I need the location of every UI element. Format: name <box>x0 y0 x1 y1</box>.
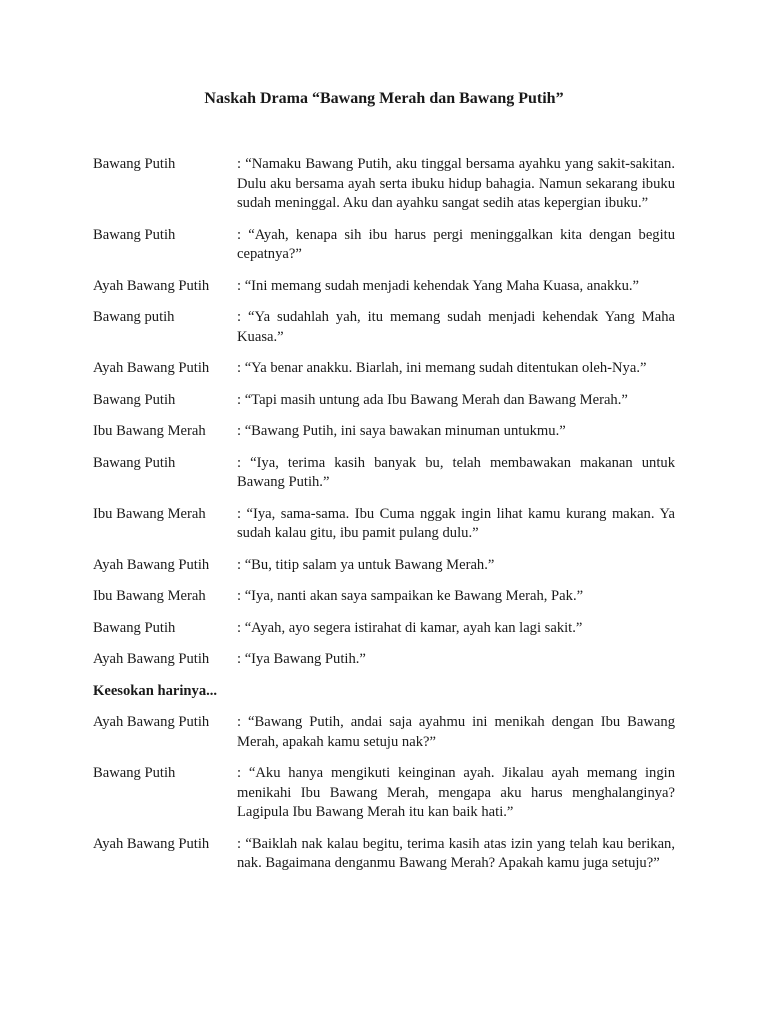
dialogue-line <box>93 277 675 297</box>
dialogue-text: : “Iya, nanti akan saya sampaikan ke Bawang Merah, Pak.” <box>237 588 584 604</box>
dialogue-text: : “Ini memang sudah menjadi kehendak Yang Maha Kuasa, anakku.” <box>237 277 640 294</box>
dialogue-text: : “Ayah, kenapa sih ibu harus pergi meninggalkan kita dengan begitu cepatnya?” <box>237 226 675 262</box>
dialogue-text: : “Baiklah nak kalau begitu, terima kasih atas izin yang telah kau berikan, nak. Bagaimana denganmu Bawang Merah? Apakah kamu juga setuju?” <box>237 835 675 871</box>
dialogue-line <box>93 454 675 493</box>
dialogue-line <box>93 505 675 544</box>
dialogue-line <box>93 308 675 347</box>
dialogue-text: : “Bu, titip salam ya untuk Bawang Merah.” <box>237 556 495 573</box>
speaker-name: Ibu Bawang Merah <box>93 423 206 439</box>
dialogue-text: : “Bawang Putih, ini saya bawakan minuman untukmu.” <box>237 423 566 439</box>
speaker-name: Ayah Bawang Putih <box>93 277 210 294</box>
speaker-name: Bawang Putih <box>93 391 176 408</box>
speaker-name: Ayah Bawang Putih <box>93 835 210 852</box>
speaker-name: Bawang Putih <box>93 454 176 471</box>
dialogue-line <box>93 359 675 379</box>
dialogue-line <box>93 587 675 607</box>
dialogue-text: : “Ayah, ayo segera istirahat di kamar, ayah kan lagi sakit.” <box>237 619 583 636</box>
speaker-name: Ayah Bawang Putih <box>93 360 210 376</box>
speaker-name: Bawang Putih <box>93 226 176 243</box>
dialogue-text: : “Iya Bawang Putih.” <box>237 651 366 667</box>
document-title: Naskah Drama “Bawang Merah dan Bawang Putih” <box>204 90 564 107</box>
dialogue-line <box>93 835 675 874</box>
speaker-name: Ayah Bawang Putih <box>93 651 210 667</box>
speaker-name: Ibu Bawang Merah <box>93 588 206 604</box>
dialogue-line <box>93 713 675 752</box>
dialogue-line <box>93 226 675 265</box>
dialogue-line <box>93 422 675 442</box>
speaker-name: Ayah Bawang Putih <box>93 714 210 730</box>
dialogue-text: : “Bawang Putih, andai saja ayahmu ini menikah dengan Ibu Bawang Merah, apakah kamu setuju nak?” <box>237 714 675 750</box>
dialogue-text: : “Namaku Bawang Putih, aku tinggal bersama ayahku yang sakit-sakitan. Dulu aku bersama ayah serta ibuku hidup bahagia. Namun sekarang ibuku sudah meninggal. Aku dan ayahku sangat sedih atas kepergian ibuku.” <box>237 156 675 211</box>
dialogue-line <box>93 155 675 214</box>
dialogue-text: : “Aku hanya mengikuti keinginan ayah. Jikalau ayah memang ingin menikahi Ibu Bawang Merah, mengapa aku harus menghalanginya? Lagipula Ibu Bawang Merah itu kan baik hati.” <box>237 765 675 820</box>
dialogue-line <box>93 556 675 576</box>
dialogue-line <box>93 650 675 670</box>
dialogue-text: : “Iya, terima kasih banyak bu, telah membawakan makanan untuk Bawang Putih.” <box>237 454 675 490</box>
speaker-name: Bawang Putih <box>93 619 176 636</box>
speaker-name: Bawang putih <box>93 309 175 325</box>
dialogue-text: : “Ya sudahlah yah, itu memang sudah menjadi kehendak Yang Maha Kuasa.” <box>237 309 675 345</box>
dialogue-text: : “Ya benar anakku. Biarlah, ini memang sudah ditentukan oleh-Nya.” <box>237 360 647 376</box>
dialogue-line <box>93 391 675 411</box>
scene-note: Keesokan harinya... <box>93 682 218 699</box>
dialogue-line <box>93 619 675 639</box>
speaker-name: Ayah Bawang Putih <box>93 556 210 573</box>
script-body <box>93 155 675 886</box>
dialogue-text: : “Tapi masih untung ada Ibu Bawang Merah dan Bawang Merah.” <box>237 391 628 408</box>
speaker-name: Bawang Putih <box>93 765 176 781</box>
dialogue-line <box>93 764 675 823</box>
dialogue-text: : “Iya, sama-sama. Ibu Cuma nggak ingin lihat kamu kurang makan. Ya sudah kalau gitu, ibu pamit pulang dulu.” <box>237 505 675 541</box>
speaker-name: Ibu Bawang Merah <box>93 505 206 522</box>
speaker-name: Bawang Putih <box>93 156 176 172</box>
